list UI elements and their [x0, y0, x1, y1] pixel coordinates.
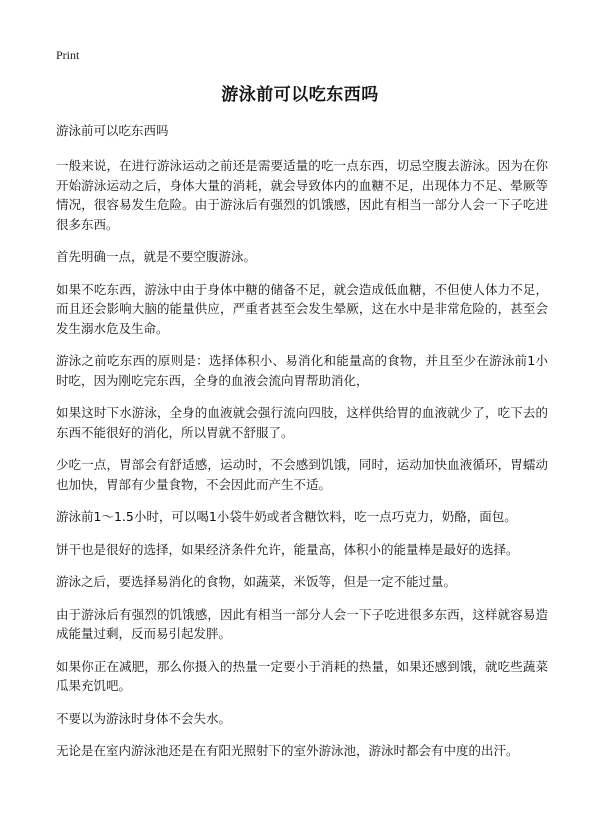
- paragraph: 由于游泳后有强烈的饥饿感，因此有相当一部分人会一下子吃进很多东西，这样就容易造成能量过剩，反而易引起发胖。: [56, 606, 548, 641]
- print-label: Print: [56, 48, 80, 62]
- paragraph: 如果这时下水游泳，全身的血液就会强行流向四肢，这样供给胃的血液就少了，吃下去的东西不能很好的消化，所以胃就不舒服了。: [56, 405, 548, 440]
- paragraph: 一般来说，在进行游泳运动之前还是需要适量的吃一点东西，切忌空腹去游泳。因为在你开始游泳运动之后，身体大量的消耗，就会导致体内的血糖不足，出现体力不足、晕厥等情况，很容易发生危险。由于游泳后有强烈的饥饿感，因此有相当一部分人会一下子吃进很多东西。: [56, 158, 548, 232]
- article-body: [56, 121, 548, 774]
- paragraph: 不要以为游泳时身体不会失水。: [56, 710, 232, 726]
- paragraph: 游泳前1～1.5小时，可以喝1小袋牛奶或者含糖饮料，吃一点巧克力，奶酪，面包。: [56, 509, 517, 524]
- paragraph: 少吃一点，胃部会有舒适感，运动时，不会感到饥饿，同时，运动加快血液循环，胃蠕动也加快，胃部有少量食物，不会因此而产生不适。: [56, 457, 548, 492]
- paragraph: 如果不吃东西，游泳中由于身体中糖的储备不足，就会造成低血糖，不但使人体力不足，而且还会影响大脑的能量供应，严重者甚至会发生晕厥，这在水中是非常危险的，甚至会发生溺水危及生命。: [56, 281, 548, 336]
- paragraph: 游泳之后，要选择易消化的食物，如蔬菜，米饭等，但是一定不能过量。: [56, 574, 457, 589]
- page-title: 游泳前可以吃东西吗: [221, 85, 379, 105]
- paragraph: 无论是在室内游泳池还是在有阳光照射下的室外游泳池，游泳时都会有中度的出汗。: [56, 743, 519, 758]
- paragraph: 饼干也是很好的选择，如果经济条件允许，能量高，体积小的能量棒是最好的选择。: [56, 541, 519, 557]
- article-subtitle: 游泳前可以吃东西吗: [56, 123, 169, 138]
- paragraph: 如果你正在减肥，那么你摄入的热量一定要小于消耗的热量，如果还感到饿，就吃些蔬菜瓜果充饥吧。: [56, 658, 548, 693]
- paragraph: 游泳之前吃东西的原则是：选择体积小、易消化和能量高的食物，并且至少在游泳前1小时吃，因为刚吃完东西，全身的血液会流向胃帮助消化，: [56, 353, 548, 388]
- paragraph: 首先明确一点，就是不要空腹游泳。: [56, 249, 257, 264]
